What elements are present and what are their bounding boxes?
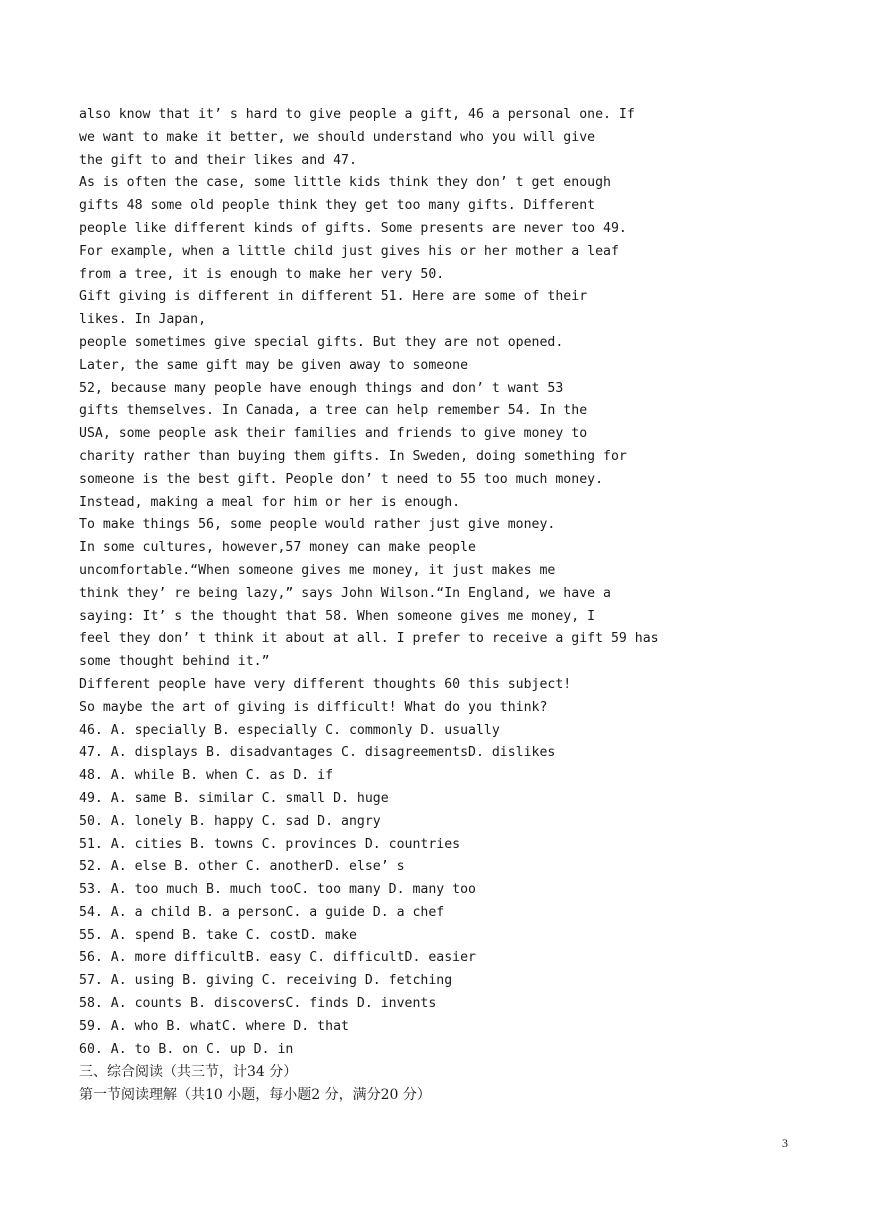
question-item-60: 60. A. to B. on C. up D. in (79, 1041, 294, 1057)
passage-line: In some cultures, however,57 money can make people (79, 540, 476, 556)
passage-line: Different people have very different thoughts 60 this subject! (79, 676, 572, 692)
passage-line: As is often the case, some little kids think they don’ t get enough (79, 175, 611, 191)
section-subheading: 第一节阅读理解（共10 小题，每小题2 分，满分20 分） (79, 1087, 431, 1104)
section-heading: 三、综合阅读（共三节，计34 分） (79, 1064, 298, 1081)
passage-line: also know that it’ s hard to give people a gift, 46 a personal one. If (79, 107, 635, 122)
passage-line: people like different kinds of gifts. Some presents are never too 49. (79, 220, 627, 236)
passage-line: from a tree, it is enough to make her very 50. (79, 266, 445, 282)
page-number: 3 (782, 1136, 788, 1150)
question-item-46: 46. A. specially B. especially C. commonly D. usually (79, 722, 500, 738)
passage-line: For example, when a little child just gives his or her mother a leaf (79, 243, 619, 259)
passage-line: saying: It’ s the thought that 58. When someone gives me money, I (79, 608, 596, 624)
passage-line: So maybe the art of giving is difficult! What do you think? (79, 699, 548, 715)
passage-line: gifts 48 some old people think they get too many gifts. Different (79, 198, 596, 214)
passage-line: feel they don’ t think it about at all. I prefer to receive a gift 59 has (79, 631, 659, 647)
passage-line: Instead, making a meal for him or her is enough. (79, 494, 461, 510)
question-item-59: 59. A. who B. whatC. where D. that (79, 1018, 349, 1034)
passage-line: think they’ re being lazy,” says John Wilson.“In England, we have a (79, 585, 611, 601)
question-item-56: 56. A. more difficultB. easy C. difficultD. easier (79, 950, 476, 966)
passage-line: the gift to and their likes and 47. (79, 152, 357, 168)
question-item-54: 54. A. a child B. a personC. a guide D. a chef (79, 904, 445, 920)
passage-line: people sometimes give special gifts. But they are not opened. (79, 334, 564, 350)
passage-line: someone is the best gift. People don’ t need to 55 too much money. (79, 471, 604, 487)
passage-line: Later, the same gift may be given away to someone (79, 357, 469, 373)
question-item-51: 51. A. cities B. towns C. provinces D. countries (79, 836, 461, 852)
page-body (79, 104, 719, 1107)
question-item-50: 50. A. lonely B. happy C. sad D. angry (79, 813, 381, 829)
passage-line: we want to make it better, we should understand who you will give (79, 129, 596, 145)
passage-line: USA, some people ask their families and friends to give money to (79, 426, 588, 442)
question-item-52: 52. A. else B. other C. anotherD. else’ s (79, 859, 405, 875)
passage-line: likes. In Japan, (79, 312, 207, 328)
passage-line: To make things 56, some people would rather just give money. (79, 517, 556, 533)
passage-line: uncomfortable.“When someone gives me money, it just makes me (79, 562, 556, 578)
passage-line: charity rather than buying them gifts. In Sweden, doing something for (79, 448, 627, 464)
question-item-53: 53. A. too much B. much tooC. too many D. many too (79, 882, 476, 898)
question-item-57: 57. A. using B. giving C. receiving D. fetching (79, 973, 453, 989)
question-item-48: 48. A. while B. when C. as D. if (79, 768, 334, 784)
passage-line: Gift giving is different in different 51. Here are some of their (79, 289, 588, 305)
question-list (79, 720, 719, 1062)
passage-line: 52, because many people have enough things and don’ t want 53 (79, 380, 564, 396)
passage-line: some thought behind it.” (79, 654, 270, 670)
reading-passage (79, 104, 719, 720)
question-item-58: 58. A. counts B. discoversC. finds D. invents (79, 996, 437, 1012)
question-item-47: 47. A. displays B. disadvantages C. disagreementsD. dislikes (79, 745, 556, 761)
question-item-55: 55. A. spend B. take C. costD. make (79, 927, 357, 943)
passage-line: gifts themselves. In Canada, a tree can help remember 54. In the (79, 403, 588, 419)
question-item-49: 49. A. same B. similar C. small D. huge (79, 790, 389, 806)
